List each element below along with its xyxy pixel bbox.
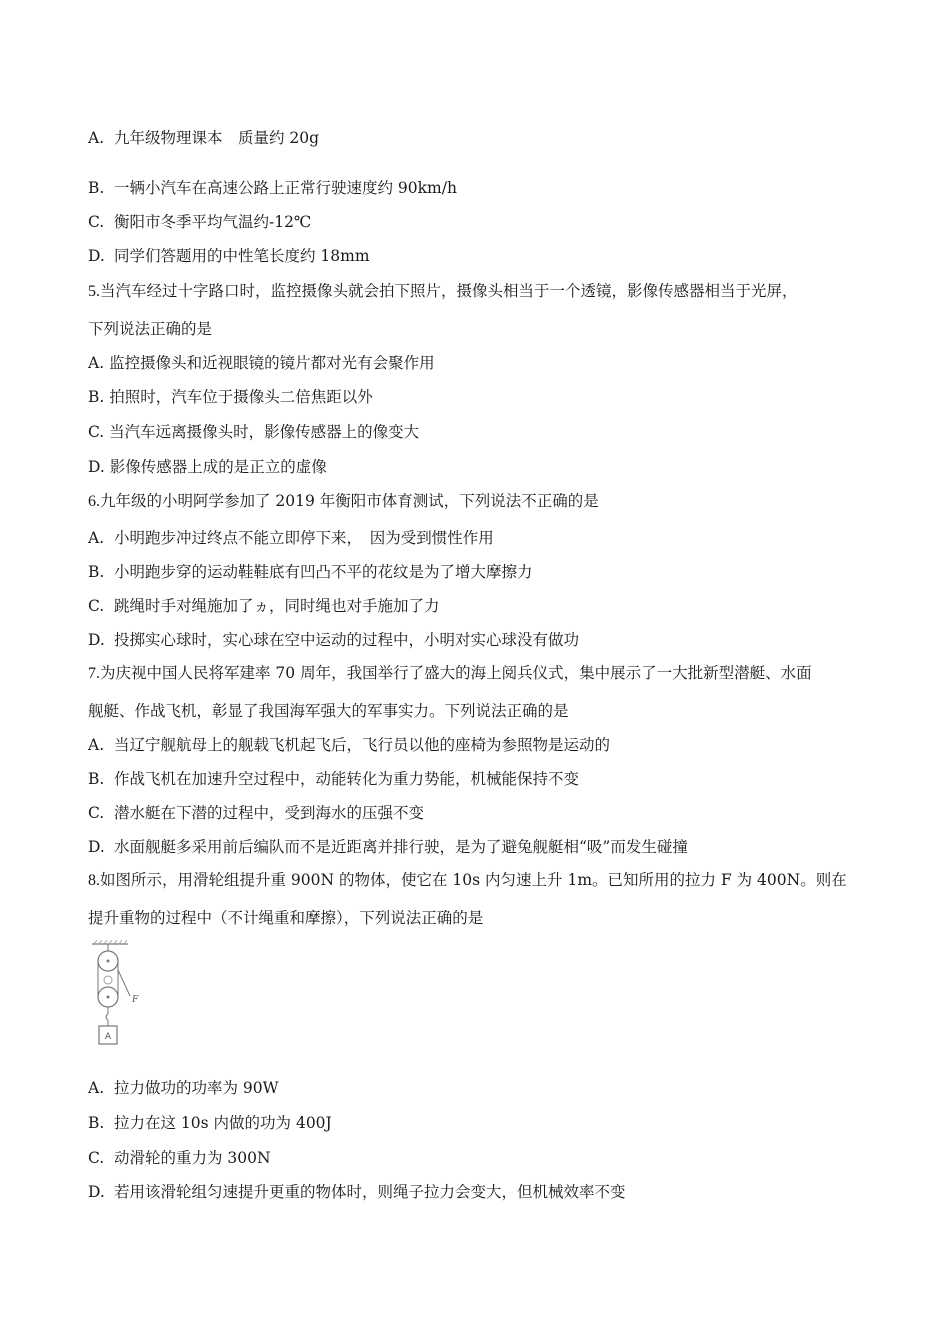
q7-stem-line1: 7.为庆视中国人民将军建率 70 周年，我国举行了盛大的海上阅兵仪式，集中展示了一大批新型潜艇、水面 xyxy=(88,664,812,682)
q5-stem-line1: 5.当汽车经过十字路口时，监控摄像头就会拍下照片，摄像头相当于一个透镜，影像传感器相当于光屏， xyxy=(88,282,798,300)
movable-pulley-axle xyxy=(107,996,110,999)
small-ring xyxy=(104,976,112,984)
q6-option-a: A. 小明跑步冲过终点不能立即停下来， 因为受到惯性作用 xyxy=(88,529,494,547)
fixed-pulley-axle xyxy=(107,960,110,963)
q7-option-c: C. 潜水艇在下潜的过程中，受到海水的压强不变 xyxy=(88,804,425,822)
q4-option-b: B. 一辆小汽车在高速公路上正常行驶速度约 90km/h xyxy=(88,179,457,197)
q8-stem-line1: 8.如图所示，用滑轮组提升重 900N 的物体，使它在 10s 内匀速上升 1m。已知所用的拉力 F 为 400N。则在 xyxy=(88,871,847,889)
q5-option-b: B. 拍照时，汽车位于摄像头二倍焦距以外 xyxy=(88,388,373,406)
q6-option-b: B. 小明跑步穿的运动鞋鞋底有凹凸不平的花纹是为了增大摩擦力 xyxy=(88,563,533,581)
force-label: F xyxy=(132,995,139,1005)
q4-option-a: A. 九年级物理课本 质量约 20g xyxy=(88,129,320,147)
q6-option-c: C. 跳绳时手对绳施加了ヵ，同时绳也对手施加了力 xyxy=(88,597,440,615)
pulley-system-figure xyxy=(88,940,148,1050)
q7-stem-line2: 舰艇、作战飞机，彰显了我国海军强大的军事实力。下列说法正确的是 xyxy=(88,702,569,720)
q5-stem-line2: 下列说法正确的是 xyxy=(88,320,213,338)
hook xyxy=(106,1007,108,1026)
q8-option-b: B. 拉力在这 10s 内做的功为 400J xyxy=(88,1114,332,1132)
q5-option-a: A. 监控摄像头和近视眼镜的镜片都对光有会聚作用 xyxy=(88,354,435,372)
q7-option-a: A. 当辽宁舰航母上的舰载飞机起飞后，飞行员以他的座椅为参照物是运动的 xyxy=(88,736,611,754)
q4-option-d: D. 同学们答题用的中性笔长度约 18mm xyxy=(88,247,370,265)
q8-stem-line2: 提升重物的过程中（不计绳重和摩擦），下列说法正确的是 xyxy=(88,909,484,927)
q8-option-d: D. 若用该滑轮组匀速提升更重的物体时，则绳子拉力会变大，但机械效率不变 xyxy=(88,1183,626,1201)
rope-pull xyxy=(118,970,130,996)
q7-option-d: D. 水面舰艇多采用前后编队而不是近距离并排行驶，是为了避兔舰艇相“吸”而发生碰撞 xyxy=(88,838,688,856)
block-label: A xyxy=(104,1032,112,1042)
q8-option-c: C. 动滑轮的重力为 300N xyxy=(88,1149,271,1167)
q8-option-a: A. 拉力做功的功率为 90W xyxy=(88,1079,279,1097)
q5-option-d: D. 影像传感器上成的是正立的虚像 xyxy=(88,458,327,476)
q5-option-c: C. 当汽车远离摄像头时，影像传感器上的像变大 xyxy=(88,423,420,441)
q4-option-c: C. 衡阳市冬季平均气温约-12℃ xyxy=(88,213,312,231)
q6-option-d: D. 投掷实心球时，实心球在空中运动的过程中，小明对实心球没有做功 xyxy=(88,631,580,649)
q6-stem: 6.九年级的小明阿学参加了 2019 年衡阳市体育测试，下列说法不正确的是 xyxy=(88,492,599,510)
q7-option-b: B. 作战飞机在加速升空过程中，动能转化为重力势能，机械能保持不变 xyxy=(88,770,580,788)
